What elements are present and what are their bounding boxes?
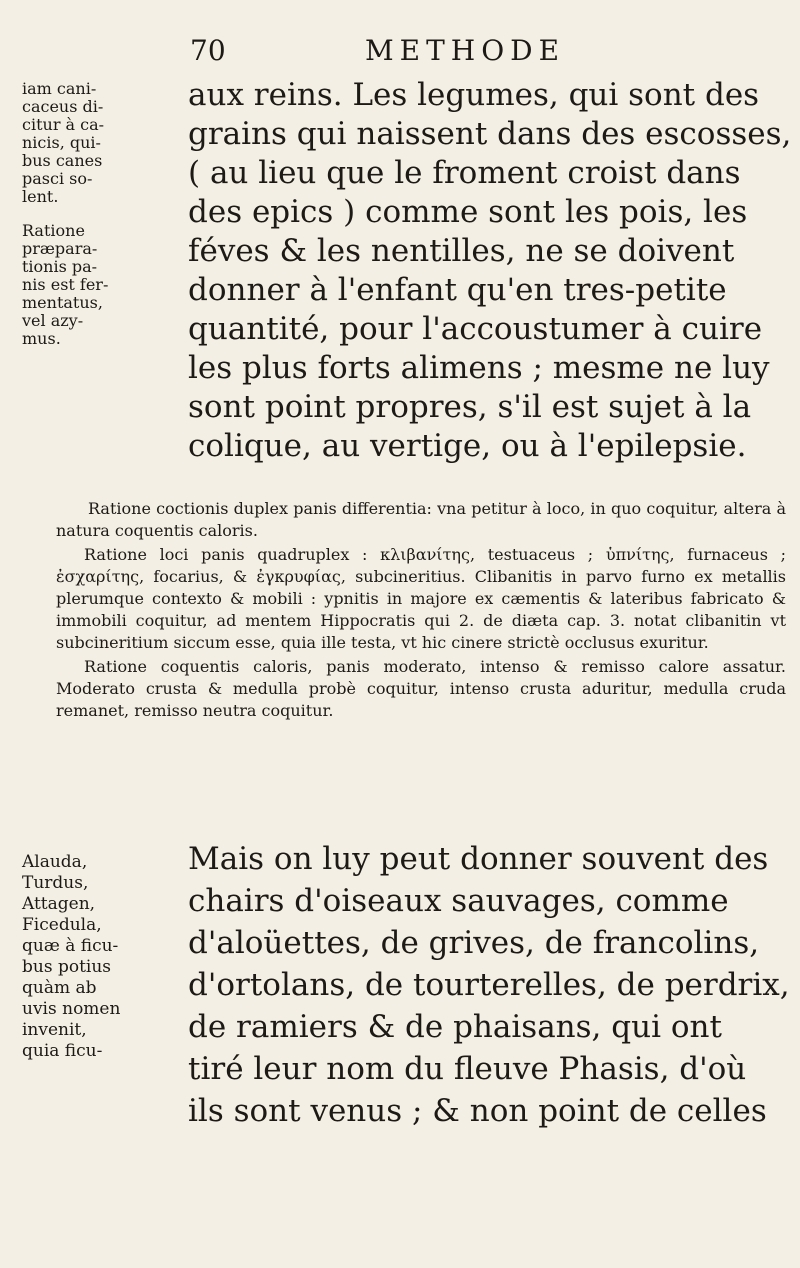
margin-line: præpara- <box>22 239 98 258</box>
text-line: d'aloüettes, de grives, de francolins, <box>188 925 760 961</box>
main-text-lower <box>188 838 788 1132</box>
margin-line: tionis pa- <box>22 257 98 276</box>
page-header <box>190 34 780 68</box>
text-line: Mais on luy peut donner souvent des <box>188 841 769 877</box>
margin-line: Turdus, <box>22 873 89 893</box>
text-line: ( au lieu que le froment croist dans <box>188 155 741 191</box>
text-line: ils sont venus ; & non point de celles <box>188 1093 767 1129</box>
margin-line: mus. <box>22 329 61 348</box>
margin-line: uvis nomen <box>22 999 121 1019</box>
margin-line: bus potius <box>22 957 112 977</box>
text-line: grains qui naissent dans des escosses, <box>188 116 792 152</box>
margin-line: nicis, qui- <box>22 133 101 152</box>
commentary-paragraph: Ratione coctionis duplex panis differentia: vna petitur à loco, in quo coquitur, altera à natura coquentis caloris. <box>56 499 786 540</box>
margin-line: Ratione <box>22 221 85 240</box>
text-line: de ramiers & de phaisans, qui ont <box>188 1009 722 1045</box>
margin-line: quia ficu- <box>22 1041 103 1061</box>
margin-line: mentatus, <box>22 293 103 312</box>
text-line: sont point propres, s'il est sujet à la <box>188 389 752 425</box>
main-text-upper <box>188 76 792 466</box>
margin-note-lower <box>22 852 182 1062</box>
margin-line: lent. <box>22 187 59 206</box>
text-line: d'ortolans, de tourterelles, de perdrix, <box>188 967 790 1003</box>
latin-commentary <box>56 498 786 724</box>
text-line: tiré leur nom du fleuve Phasis, d'où <box>188 1051 747 1087</box>
text-line: les plus forts alimens ; mesme ne luy <box>188 350 770 386</box>
margin-line: vel azy- <box>22 311 84 330</box>
commentary-paragraph: Ratione loci panis quadruplex : κλιβανίτης, testuaceus ; ὑπνίτης, furnaceus ; ἐσχαρίτης, focarius, & ἐγκρυφίας, subcineritius. Clibanitis in parvo furno ex metallis plerumque contexto & mobili : ypnitis in majore ex cæmentis & lateribus fabricato & immobili coquitur, ad mentem Hippocratis qui 2. de diæta cap. 3. notat clibanitin vt subcineritium siccum esse, quia ille testa, vt hic cinere strictè occlusus exuritur. <box>56 545 786 652</box>
margin-line: caceus di- <box>22 97 104 116</box>
commentary-paragraph: Ratione coquentis caloris, panis moderato, intenso & remisso calore assatur. Moderato crusta & medulla probè coquitur, intenso crusta aduritur, medulla cruda remanet, remisso neutra coquitur. <box>56 657 786 720</box>
margin-line: Ficedula, <box>22 915 102 935</box>
text-line: quantité, pour l'accoustumer à cuire <box>188 311 763 347</box>
text-line: colique, au vertige, ou à l'epilepsie. <box>188 428 747 464</box>
margin-line: invenit, <box>22 1020 87 1040</box>
text-line: féves & les nentilles, ne se doivent <box>188 233 735 269</box>
margin-line: quæ à ficu- <box>22 936 119 956</box>
text-line: donner à l'enfant qu'en tres-petite <box>188 272 727 308</box>
text-line: chairs d'oiseaux sauvages, comme <box>188 883 729 919</box>
margin-note-upper <box>22 80 182 348</box>
margin-line: bus canes <box>22 151 103 170</box>
margin-line: Alauda, <box>22 852 88 872</box>
running-title: METHODE <box>365 34 566 67</box>
margin-line: quàm ab <box>22 978 97 998</box>
page-number: 70 <box>190 34 226 67</box>
margin-line: nis est fer- <box>22 275 109 294</box>
margin-line: iam cani- <box>22 79 97 98</box>
text-line: aux reins. Les legumes, qui sont des <box>188 77 760 113</box>
margin-line: Attagen, <box>22 894 96 914</box>
margin-line: citur à ca- <box>22 115 105 134</box>
margin-line: pasci so- <box>22 169 93 188</box>
text-line: des epics ) comme sont les pois, les <box>188 194 748 230</box>
